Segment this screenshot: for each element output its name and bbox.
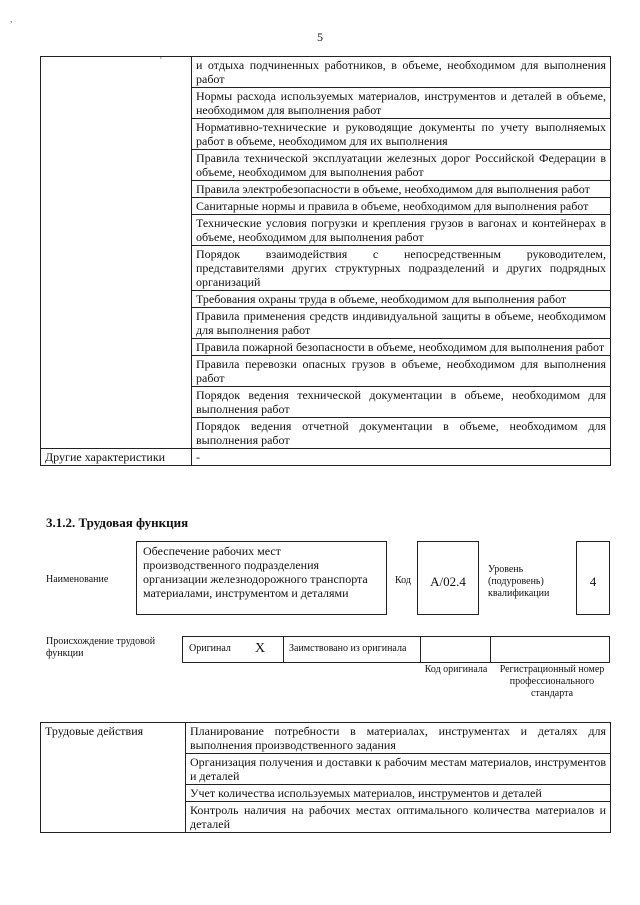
knowledge-item: Нормативно-технические и руководящие документы по учету выполняемых работ в объеме, необходимом для их выполнения bbox=[192, 119, 611, 150]
origin-label: Происхождение трудовой функции bbox=[46, 636, 156, 659]
level-label: Уровень (подуровень) квалификации bbox=[488, 564, 550, 599]
labor-action-item: Организация получения и доставки к рабочим местам материалов, инструментов и деталей bbox=[186, 754, 611, 785]
borrowed-cell bbox=[283, 636, 421, 663]
knowledge-item: Нормы расхода используемых материалов, инструментов и деталей в объеме, необходимом для выполнения работ bbox=[192, 88, 611, 119]
knowledge-item: Требования охраны труда в объеме, необходимом для выполнения работ bbox=[192, 291, 611, 308]
knowledge-item: Санитарные нормы и правила в объеме, необходимом для выполнения работ bbox=[192, 198, 611, 215]
knowledge-item: Порядок ведения отчетной документации в объеме, необходимом для выполнения работ bbox=[192, 418, 611, 449]
knowledge-item: и отдыха подчиненных работников, в объеме, необходимом для выполнения работ bbox=[192, 57, 611, 88]
knowledge-item: Порядок взаимодействия с непосредственным руководителем, представителями других структурных подразделений и других подрядных организаций bbox=[192, 246, 611, 291]
original-cell bbox=[182, 636, 284, 663]
original-label: Оригинал bbox=[189, 643, 231, 654]
knowledge-item: Правила электробезопасности в объеме, необходимом для выполнения работ bbox=[192, 181, 611, 198]
knowledge-item: Правила технической эксплуатации железных дорог Российской Федерации в объеме, необходимом для выполнения работ bbox=[192, 150, 611, 181]
origin-code-label: Код оригинала bbox=[424, 664, 488, 675]
section-heading: 3.1.2. Трудовая функция bbox=[46, 515, 189, 530]
code-box bbox=[417, 541, 479, 615]
knowledge-item: Правила перевозки опасных грузов в объеме, необходимом для выполнения работ bbox=[192, 356, 611, 387]
other-characteristics-label: Другие характеристики bbox=[41, 449, 192, 466]
knowledge-table bbox=[40, 56, 611, 466]
page-number: 5 bbox=[317, 30, 323, 44]
labor-action-item: Контроль наличия на рабочих местах оптимального количества материалов и деталей bbox=[186, 802, 611, 833]
knowledge-item: Правила применения средств индивидуальной защиты в объеме, необходимом для выполнения работ bbox=[192, 308, 611, 339]
reg-number-cell bbox=[490, 636, 610, 663]
other-characteristics-value: - bbox=[192, 449, 611, 466]
code-label: Код bbox=[395, 575, 411, 586]
code-value: A/02.4 bbox=[430, 574, 466, 589]
name-label: Наименование bbox=[46, 574, 109, 585]
knowledge-item: Правила пожарной безопасности в объеме, необходимом для выполнения работ bbox=[192, 339, 611, 356]
reg-number-label: Регистрационный номер профессионального стандарта bbox=[499, 664, 605, 699]
knowledge-item: Технические условия погрузки и крепления грузов в вагонах и контейнерах в объеме, необходимом для выполнения работ bbox=[192, 215, 611, 246]
scan-speck: , bbox=[10, 14, 13, 25]
labor-action-item: Учет количества используемых материалов, инструментов и деталей bbox=[186, 785, 611, 802]
labor-action-item: Планирование потребности в материалах, инструментах и деталях для выполнения производственного задания bbox=[186, 723, 611, 754]
knowledge-label-cell bbox=[41, 57, 192, 449]
function-name: Обеспечение рабочих мест производственного подразделения организации железнодорожного транспорта материалами, инструментом и деталями bbox=[143, 544, 368, 600]
labor-actions-label: Трудовые действия bbox=[41, 723, 186, 833]
scan-speck: ' bbox=[160, 56, 162, 67]
origin-code-cell bbox=[420, 636, 491, 663]
knowledge-item: Порядок ведения технической документации в объеме, необходимом для выполнения работ bbox=[192, 387, 611, 418]
labor-actions-table bbox=[40, 722, 611, 833]
original-mark: X bbox=[255, 641, 266, 656]
function-name-box bbox=[136, 541, 387, 615]
borrowed-label: Заимствовано из оригинала bbox=[289, 643, 407, 654]
level-value: 4 bbox=[589, 574, 597, 589]
level-box bbox=[576, 541, 610, 615]
